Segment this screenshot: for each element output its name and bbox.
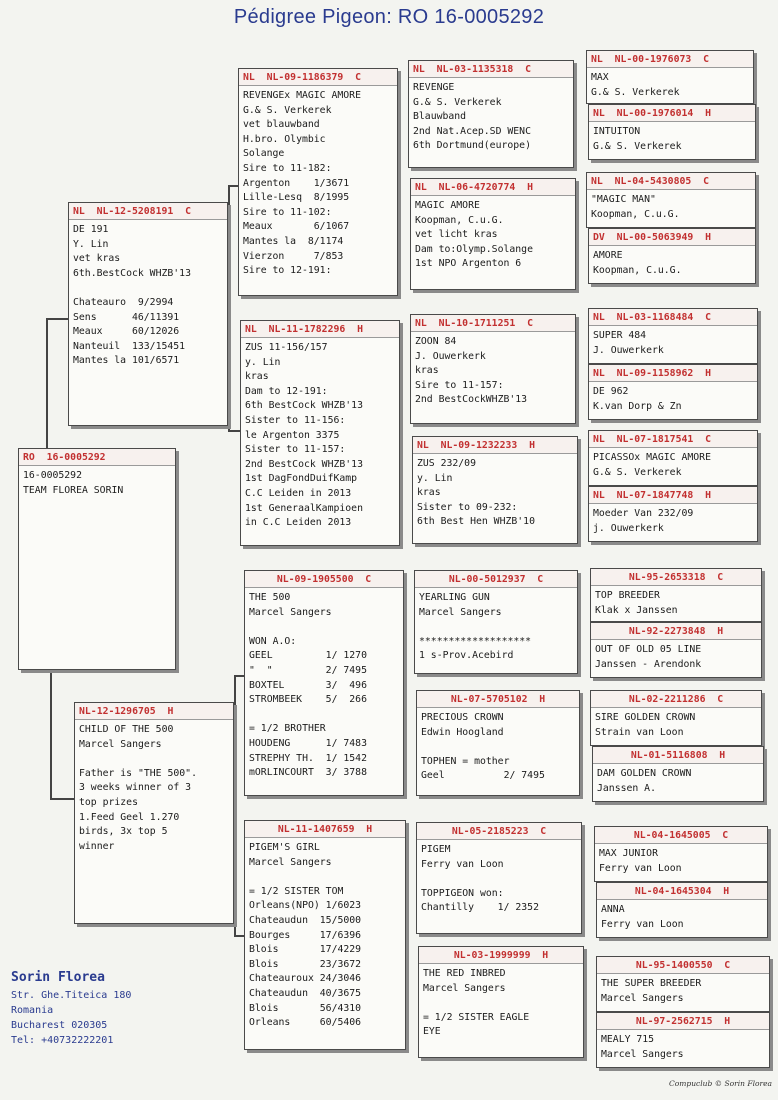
ancestor-card[interactable] [588, 364, 758, 420]
card-line [249, 620, 399, 635]
card-line: TOP BREEDER [595, 590, 660, 601]
card-line: Geel 2/ 7495 [421, 770, 545, 782]
ancestor-card[interactable] [590, 568, 762, 622]
great-grandparent-card[interactable] [416, 690, 580, 796]
ring-number: NL-95-2653318 C [591, 569, 761, 586]
ring-number: NL NL-04-5430805 C [587, 173, 755, 190]
card-line [421, 872, 577, 887]
card-line: Koopman, C.u.G. [591, 208, 680, 220]
card-line: TOPHEN = mother [421, 755, 510, 767]
connector [50, 798, 74, 800]
ancestor-card[interactable] [586, 50, 754, 104]
card-line: Chateauro 9/2994 [73, 296, 174, 308]
card-line: winner [79, 840, 115, 852]
ancestor-card[interactable] [586, 172, 756, 228]
card-line: Bourges 17/6396 [249, 929, 362, 941]
card-line: in C.C Leiden 2013 [245, 517, 352, 529]
ancestor-card[interactable] [596, 1012, 770, 1068]
great-grandparent-card[interactable] [408, 60, 574, 168]
card-line: Dam to 12-191: [245, 385, 328, 397]
ring-number: NL NL-09-1232233 H [413, 437, 577, 454]
card-line: K.van Dorp & Zn [593, 400, 682, 412]
card-line: 2nd BestCock WHZB'13 [245, 458, 363, 470]
card-line: le Argenton 3375 [245, 429, 340, 441]
card-line: THE RED INBRED [423, 968, 506, 979]
card-line: Father is "THE 500". [79, 767, 197, 779]
card-line: = 1/2 BROTHER [249, 723, 326, 735]
card-line: Chateauroux 24/3046 [249, 973, 362, 985]
card-line: G.& S. Verkerek [413, 96, 502, 108]
card-line: "MAGIC MAN" [591, 194, 656, 205]
ring-number: NL NL-12-5208191 C [69, 203, 227, 220]
connector [228, 430, 240, 432]
card-line: Orleans(NPO) 1/6023 [249, 900, 362, 912]
dam-card[interactable] [74, 702, 234, 924]
card-line: TEAM FLOREA SORIN [23, 484, 124, 496]
card-line: ANNA [601, 904, 625, 915]
card-line: Janssen - Arendonk [595, 658, 702, 670]
ancestor-card[interactable] [588, 430, 758, 486]
card-line: Janssen A. [597, 782, 656, 794]
card-line [249, 708, 399, 723]
ring-number: NL NL-10-1711251 C [411, 315, 575, 332]
card-line: Marcel Sangers [79, 738, 162, 750]
card-line: 1 s-Prov.Acebird [419, 650, 514, 662]
card-line: Vierzon 7/853 [243, 250, 344, 262]
card-line: DE 191 [73, 224, 109, 235]
ring-number: NL NL-03-1135318 C [409, 61, 573, 78]
connector [50, 670, 52, 798]
ancestor-card[interactable] [590, 622, 762, 678]
ring-number: NL-03-1999999 H [419, 947, 583, 964]
card-line: Blois 56/4310 [249, 1002, 362, 1014]
card-line: j. Ouwerkerk [593, 522, 664, 534]
card-line: Sire to 11-157: [415, 379, 504, 391]
card-line: 6th BestCock WHZB'13 [245, 400, 363, 412]
ring-number: NL NL-06-4720774 H [411, 179, 575, 196]
great-grandparent-card[interactable] [416, 822, 582, 934]
ring-number: NL NL-03-1168484 C [589, 309, 757, 326]
ancestor-card[interactable] [588, 486, 758, 542]
card-line: Argenton 1/3671 [243, 177, 350, 189]
card-line: Blauwband [413, 111, 467, 123]
card-line: OUT OF OLD 05 LINE [595, 644, 702, 655]
card-line: DE 962 [593, 386, 629, 397]
card-line: MEALY 715 [601, 1034, 655, 1045]
card-line: ZOON 84 [415, 336, 457, 347]
card-line: AMORE [593, 250, 623, 261]
card-line: Koopman, C.u.G. [415, 214, 504, 226]
ring-number: NL-09-1905500 C [245, 571, 403, 588]
card-line: REVENGEx MAGIC AMORE [243, 90, 361, 101]
ring-number: NL-95-1400550 C [597, 957, 769, 974]
card-line: Lille-Lesq 8/1995 [243, 192, 350, 204]
card-line: REVENGE [413, 82, 455, 93]
owner-block [11, 968, 131, 1048]
card-line: PRECIOUS CROWN [421, 712, 504, 723]
connector [228, 185, 230, 430]
card-line: Sire to 11-182: [243, 162, 332, 174]
card-line: Sister to 11-157: [245, 444, 346, 456]
credit-text: Compuclub © Sorin Florea [669, 1079, 772, 1088]
card-line: H.bro. Olymbic [243, 133, 326, 145]
page-title: Pédigree Pigeon: RO 16-0005292 [233, 6, 545, 28]
grandparent-card[interactable] [240, 320, 400, 546]
card-line: DAM GOLDEN CROWN [597, 768, 692, 779]
ring-number: NL-00-5012937 C [415, 571, 577, 588]
ring-number: NL NL-11-1782296 H [241, 321, 399, 338]
great-grandparent-card[interactable] [418, 946, 584, 1058]
ring-number: NL NL-07-1847748 H [589, 487, 757, 504]
subject-card[interactable] [18, 448, 176, 670]
card-line: G.& S. Verkerek [243, 104, 332, 116]
ring-number: NL NL-00-1976014 H [589, 105, 755, 122]
card-line: MAX JUNIOR [599, 848, 658, 859]
card-line: SUPER 484 [593, 330, 647, 341]
card-line: Chateaudun 15/5000 [249, 914, 362, 926]
card-line [419, 620, 573, 635]
card-line: PIGEM'S GIRL [249, 842, 320, 853]
card-line: TOPPIGEON won: [421, 887, 504, 899]
card-line: EYE [423, 1026, 441, 1038]
card-line: = 1/2 SISTER EAGLE [423, 1011, 530, 1023]
ring-number: NL-07-5705102 H [417, 691, 579, 708]
card-line: STREPHY TH. 1/ 1542 [249, 752, 367, 764]
card-line: INTUITON [593, 126, 641, 137]
card-line: " " 2/ 7495 [249, 664, 367, 676]
ancestor-card[interactable] [596, 882, 768, 938]
great-grandparent-card[interactable] [414, 570, 578, 674]
card-line: kras [245, 371, 269, 383]
card-line: 1st NPO Argenton 6 [415, 258, 522, 270]
card-line: PIGEM [421, 844, 451, 855]
card-line: Dam to:Olymp.Solange [415, 243, 533, 255]
card-line: G.& S. Verkerek [593, 466, 682, 478]
card-line: 6th Dortmund(europe) [413, 140, 531, 152]
card-line: Solange [243, 148, 285, 160]
card-line: Sens 46/11391 [73, 311, 180, 323]
card-line: Sister to 09-232: [417, 501, 518, 513]
card-line: G.& S. Verkerek [593, 140, 682, 152]
great-grandparent-card[interactable] [410, 314, 576, 424]
ring-number: NL-01-5116808 H [593, 747, 763, 764]
card-line: SIRE GOLDEN CROWN [595, 712, 696, 723]
card-line: MAX [591, 72, 609, 83]
ancestor-card[interactable] [588, 228, 756, 284]
card-line: ZUS 11-156/157 [245, 342, 328, 353]
card-line: vet blauwband [243, 119, 320, 131]
card-line: = 1/2 SISTER TOM [249, 885, 344, 897]
card-line: Marcel Sangers [249, 606, 332, 618]
card-line: Ferry van Loon [421, 858, 504, 870]
card-line: C.C Leiden in 2013 [245, 487, 352, 499]
card-line: THE 500 [249, 592, 291, 603]
card-line: y. Lin [417, 472, 453, 484]
owner-name: Sorin Florea [11, 970, 105, 985]
card-line [249, 870, 401, 885]
ring-number: NL NL-09-1158962 H [589, 365, 757, 382]
ring-number: NL-11-1407659 H [245, 821, 405, 838]
card-line: 6th.BestCock WHZB'13 [73, 267, 191, 279]
card-line: Meaux 60/12026 [73, 326, 180, 338]
card-line: vet kras [73, 253, 121, 265]
card-line: 6th Best Hen WHZB'10 [417, 516, 535, 528]
card-line [423, 996, 579, 1011]
card-line: ZUS 232/09 [417, 458, 476, 469]
card-line: HOUDENG 1/ 7483 [249, 737, 367, 749]
card-line: Marcel Sangers [423, 982, 506, 994]
ancestor-card[interactable] [596, 956, 770, 1012]
card-line: CHILD OF THE 500 [79, 724, 174, 735]
card-line: ******************* [419, 635, 532, 647]
card-line: J. Ouwerkerk [415, 350, 486, 362]
card-line: vet licht kras [415, 229, 498, 241]
ring-number: NL-97-2562715 H [597, 1013, 769, 1030]
connector [46, 318, 48, 448]
card-line: 2nd BestCockWHZB'13 [415, 394, 528, 406]
card-line: Edwin Hoogland [421, 726, 504, 738]
card-line: Sire to 12-191: [243, 265, 332, 277]
card-line: Chantilly 1/ 2352 [421, 902, 539, 914]
ring-number: NL-12-1296705 H [75, 703, 233, 720]
great-grandparent-card[interactable] [412, 436, 578, 544]
card-line: Mantes la 8/1174 [243, 235, 344, 247]
ancestor-card[interactable] [592, 746, 764, 802]
card-line: G.& S. Verkerek [591, 86, 680, 98]
ring-number: NL-04-1645005 C [595, 827, 767, 844]
ancestor-card[interactable] [588, 104, 756, 160]
card-line: Ferry van Loon [601, 918, 684, 930]
card-line [79, 752, 229, 767]
card-line: Meaux 6/1067 [243, 221, 350, 233]
card-line: birds, 3x top 5 [79, 826, 168, 838]
card-line: Nanteuil 133/15451 [73, 340, 186, 352]
card-line: 1.Feed Geel 1.270 [79, 811, 180, 823]
connector [234, 675, 236, 935]
card-line: Marcel Sangers [249, 856, 332, 868]
ring-number: NL NL-09-1186379 C [239, 69, 397, 86]
card-line: J. Ouwerkerk [593, 344, 664, 356]
card-line: PICASSOx MAGIC AMORE [593, 452, 711, 463]
card-line: THE SUPER BREEDER [601, 978, 702, 989]
ring-number: NL-02-2211286 C [591, 691, 761, 708]
card-line: Koopman, C.u.G. [593, 264, 682, 276]
card-line: Blois 17/4229 [249, 944, 362, 956]
card-line [421, 740, 575, 755]
card-line: MAGIC AMORE [415, 200, 480, 211]
connector [46, 318, 70, 320]
card-line: Sire to 11-102: [243, 206, 332, 218]
card-line: 16-0005292 [23, 470, 82, 481]
ring-number: RO 16-0005292 [19, 449, 175, 466]
card-line: Marcel Sangers [419, 606, 502, 618]
card-line: YEARLING GUN [419, 592, 490, 603]
card-line: WON A.O: [249, 635, 297, 647]
card-line: 3 weeks winner of 3 [79, 782, 192, 794]
ancestor-card[interactable] [588, 308, 758, 364]
owner-city: Bucharest 020305 [11, 1020, 108, 1031]
card-line: Chateaudun 40/3675 [249, 987, 362, 999]
card-line: GEEL 1/ 1270 [249, 650, 367, 662]
ring-number: NL NL-00-1976073 C [587, 51, 753, 68]
card-line: 2nd Nat.Acep.SD WENC [413, 125, 531, 137]
card-line: y. Lin [245, 356, 281, 368]
card-line: Mantes la 101/6571 [73, 355, 180, 367]
ring-number: NL-92-2273848 H [591, 623, 761, 640]
card-line: Marcel Sangers [601, 992, 684, 1004]
grandparent-card[interactable] [244, 570, 404, 796]
great-grandparent-card[interactable] [410, 178, 576, 290]
card-line: Moeder Van 232/09 [593, 508, 694, 519]
card-line: Marcel Sangers [601, 1048, 684, 1060]
card-line: top prizes [79, 796, 138, 808]
card-line: Sister to 11-156: [245, 414, 346, 426]
ring-number: NL-05-2185223 C [417, 823, 581, 840]
card-line: BOXTEL 3/ 496 [249, 679, 367, 691]
card-line: Ferry van Loon [599, 862, 682, 874]
card-line: 1st DagFondDuifKamp [245, 473, 358, 485]
grandparent-card[interactable] [238, 68, 398, 296]
ring-number: NL NL-07-1817541 C [589, 431, 757, 448]
sire-card[interactable] [68, 202, 228, 426]
card-line: Klak x Janssen [595, 604, 678, 616]
ancestor-card[interactable] [594, 826, 768, 882]
card-line: Blois 23/3672 [249, 958, 362, 970]
card-line: mORLINCOURT 3/ 3788 [249, 767, 367, 779]
owner-country: Romania [11, 1005, 54, 1016]
card-line: Orleans 60/5406 [249, 1017, 362, 1029]
ring-number: NL-04-1645304 H [597, 883, 767, 900]
owner-street: Str. Ghe.Titeica 180 [11, 990, 132, 1001]
card-line: kras [417, 487, 441, 499]
grandparent-card[interactable] [244, 820, 406, 1050]
ring-number: DV NL-00-5063949 H [589, 229, 755, 246]
ancestor-card[interactable] [590, 690, 762, 746]
card-line: Y. Lin [73, 238, 109, 250]
card-line: Strain van Loon [595, 726, 684, 738]
card-line: 1st GeneraalKampioen [245, 502, 363, 514]
card-line [73, 281, 223, 296]
card-line: kras [415, 365, 439, 377]
card-line: STROMBEEK 5/ 266 [249, 694, 367, 706]
owner-phone: Tel: +40732222201 [11, 1035, 114, 1046]
